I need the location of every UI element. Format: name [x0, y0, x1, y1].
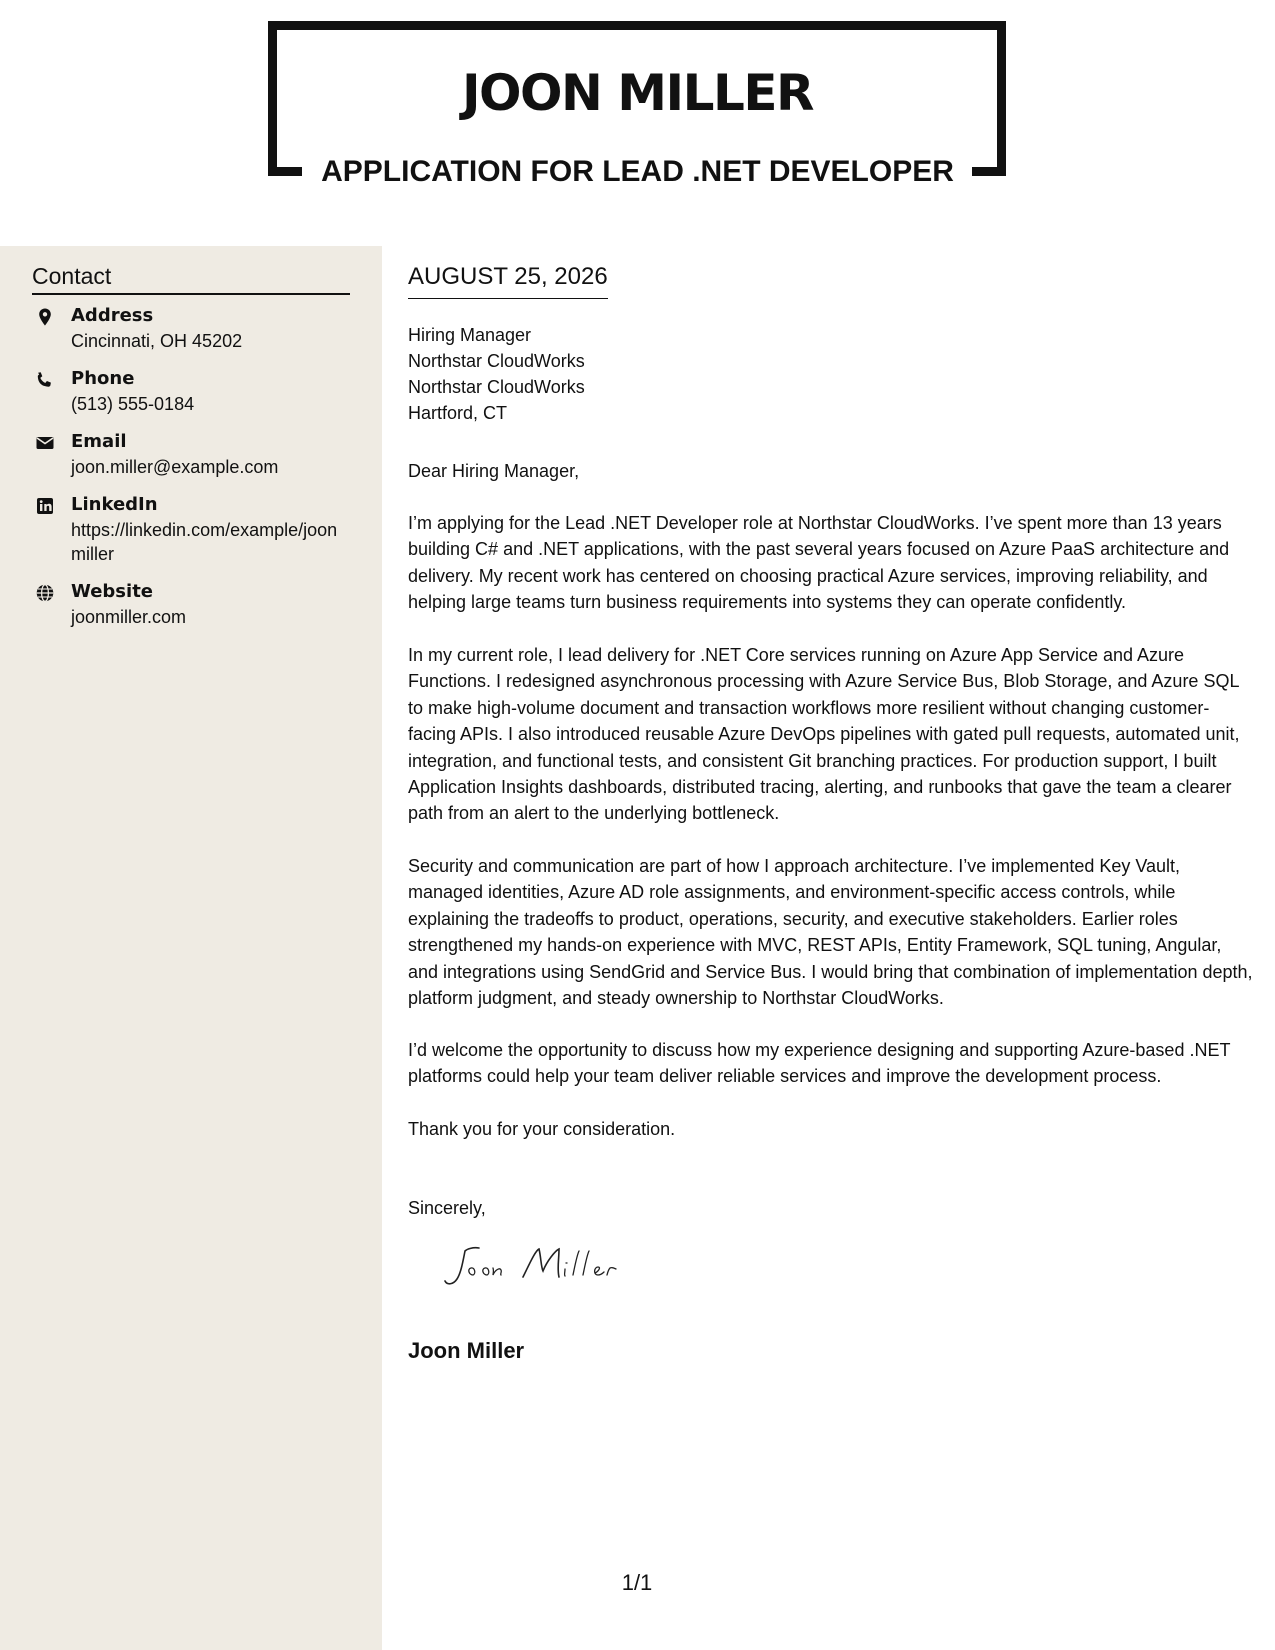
body-paragraph: I’d welcome the opportunity to discuss how my experience designing and supporting Azure-based .NET platforms could help your team deliver reliable services and improve the development process. [408, 1040, 1231, 1087]
contact-value: (513) 555-0184 [71, 394, 195, 414]
location-pin-icon [35, 307, 55, 327]
contact-value[interactable]: joonmiller.com [71, 607, 187, 627]
closing-line: Sincerely, [408, 1198, 486, 1218]
applicant-name: JOON MILLER [461, 64, 814, 122]
recipient-line: Hartford, CT [408, 403, 508, 423]
page-number: 1/1 [621, 1570, 653, 1595]
contact-label: Website [71, 581, 154, 602]
envelope-icon [35, 433, 55, 453]
contact-value[interactable]: joon.miller@example.com [71, 457, 279, 477]
frame-top-bar [268, 21, 1006, 30]
application-title: APPLICATION FOR LEAD .NET DEVELOPER [321, 155, 954, 188]
contact-label: Phone [71, 368, 135, 389]
signer-name: Joon Miller [408, 1338, 525, 1363]
greeting: Dear Hiring Manager, [408, 461, 580, 481]
contact-value[interactable]: https://linkedin.com/example/joonmiller [71, 520, 338, 564]
phone-icon [35, 370, 55, 390]
letter-header [0, 0, 1275, 240]
recipient-line: Northstar CloudWorks [408, 351, 585, 371]
body-paragraph: In my current role, I lead delivery for .NET Core services running on Azure App Service and Azure Functions. I redesigned asynchronous processing with Azure Service Bus, Blob Storage, and Azure SQL to make high-volume document and transaction workflows more resilient without changing customer-facing APIs. I also introduced reusable Azure DevOps pipelines with gated pull requests, automated unit, integration, and functional tests, and consistent Git branching practices. For production support, I built Application Insights dashboards, distributed tracing, alerting, and runbooks that gave the team a clearer path from an alert to the underlying bottleneck. [408, 645, 1240, 824]
body-paragraph: I’m applying for the Lead .NET Developer role at Northstar CloudWorks. I’ve spent more than 13 years building C# and .NET applications, with the past several years focused on Azure PaaS architecture and delivery. My recent work has centered on choosing practical Azure services, improving reliability, and helping large teams turn business requirements into systems they can operate confidently. [408, 513, 1230, 613]
recipient-block [408, 322, 585, 426]
contact-label: Email [71, 431, 127, 452]
recipient-line: Northstar CloudWorks [408, 377, 585, 397]
recipient-line: Hiring Manager [408, 325, 532, 345]
contact-label: Address [71, 305, 154, 326]
letter-date: AUGUST 25, 2026 [408, 262, 608, 299]
contact-value: Cincinnati, OH 45202 [71, 331, 243, 351]
handwritten-signature [443, 1237, 663, 1297]
thanks-line: Thank you for your consideration. [408, 1119, 676, 1139]
globe-icon [35, 583, 55, 603]
body-paragraph: Security and communication are part of how I approach architecture. I’ve implemented Key Vault, managed identities, Azure AD role assignments, and environment-specific access controls, while explaining the tradeoffs to product, operations, security, and executive stakeholders. Earlier roles strengthened my hands-on experience with MVC, REST APIs, Entity Framework, SQL tuning, Angular, and integrations using SendGrid and Service Bus. I would bring that combination of implementation depth, platform judgment, and steady ownership to Northstar CloudWorks. [408, 856, 1253, 1009]
contact-heading: Contact [32, 260, 350, 295]
contact-sidebar [0, 246, 382, 1650]
linkedin-icon [35, 496, 55, 516]
contact-label: LinkedIn [71, 494, 158, 515]
